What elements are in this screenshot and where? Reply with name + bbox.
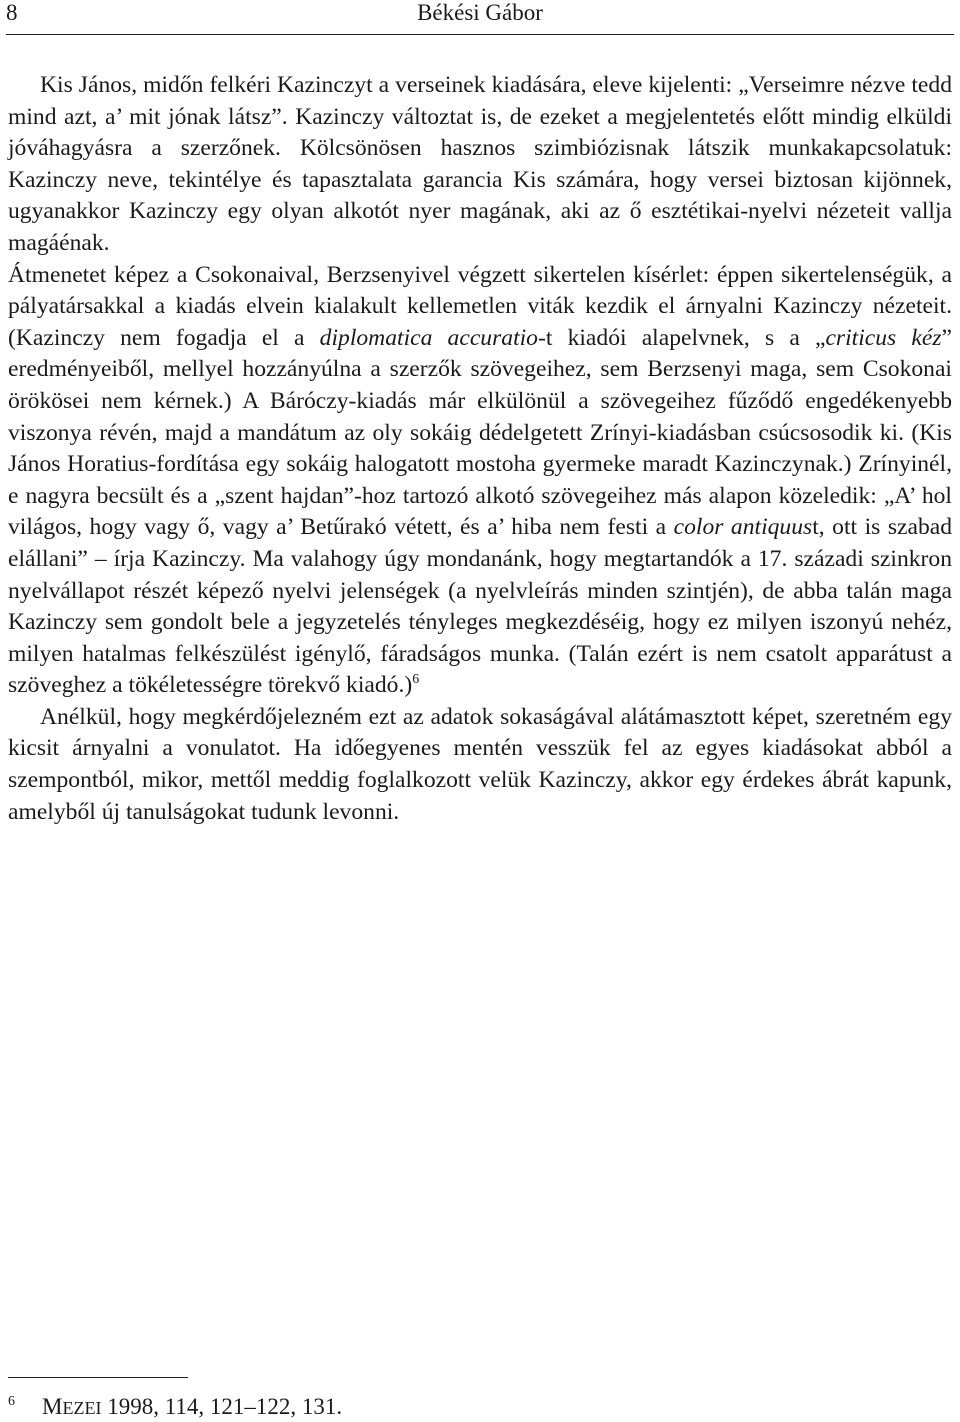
running-head-author: Békési Gábor — [417, 0, 543, 25]
italic-criticus-kez: criticus kéz — [825, 324, 942, 351]
footnote-author-rest: EZEI — [62, 1398, 102, 1418]
footnote-citation: 1998, 114, 121–122, 131. — [101, 1394, 343, 1419]
paragraph-1-text-3: -t kiadói alapelvnek, s a „ — [537, 324, 826, 351]
paragraph-2: Anélkül, hogy megkérdőjelezném ezt az adatok sokaságával alátámasztott képet, szeretném egy kicsit árnyalni a vonulatot. Ha időegyenes mentén vesszük fel az egyes kiadásokat abból a szempontból, mikor, mettől meddig foglalkozott velük Kazinczy, akkor egy érdekes ábrát kapunk, amelyből új tanulságokat tudunk levonni. — [8, 703, 952, 825]
footnote-mark: 6 — [8, 1394, 15, 1409]
paragraph-1 — [8, 70, 952, 702]
paragraph-1-text-4: ” eredményeiből, mellyel hozzányúlna a szerzők szövegeihez, sem Berzsenyi maga, sem Csokonai örökösei nem kérnek.) A Báróczy-kiadás már elkülönül a szövegeihez fűződő engedékenyebb viszonya révén, majd a mandátum az oly sokáig dédelgetett Zrínyi-kiadásban csúcsosodik ki. (Kis János Horatius-fordítása egy sokáig halogatott mostoha gyermeke maradt Kazinczynak.) Zrínyinél, e nagyra becsült és a „szent hajdan”-hoz tartozó alkotó szövegeihez más alapon közeledik: „A’ hol világos, hogy vagy ő, vagy a’ Betűrakó vétett, és a’ hiba nem festi a — [8, 324, 953, 541]
footnote-divider — [8, 1377, 188, 1378]
footnote-author-initial: M — [42, 1394, 63, 1419]
paragraph-1-text-5: t, ott is szabad elállani” – írja Kazinczy. Ma valahogy úgy mondanánk, hogy megtartandók a 17. századi szinkron nyelvállapot részét képező nyelvi jelenségek (a nyelvleírás minden szintjén), de abba talán maga Kazinczy sem gondolt bele a jegyzetelés tényleges megkezdéséig, hogy ez milyen iszonyú nehéz, milyen hatalmas felkészülést igénylő, fáradságos munka. (Talán ezért is nem csatolt apparátust a szöveghez a tökéletességre törekvő kiadó.) — [8, 514, 953, 699]
page-number: 8 — [6, 0, 18, 25]
paragraph-1-text-1: Kis János, midőn felkéri Kazinczyt a verseinek kiadására, eleve kijelenti: „Verseimre nézve tedd mind azt, a’ mit jónak látsz”. Kazinczy változtat is, de ezeket a megjelentetés előtt mindig elküldi jóváhagyásra a szerzőnek. Kölcsönösen hasznos szimbiózisnak látszik munkakapcsolatuk: Kazinczy neve, tekintélye és tapasztalata garancia Kis számára, hogy versei biztosan kijönnek, ugyanakkor Kazinczy egy olyan alkotót nyer magának, aki az ő esztétikai-nyelvi nézeteit vallja magáénak. — [8, 72, 952, 256]
running-header — [6, 0, 954, 35]
paragraph-1-text-2: Átmenetet képez a Csokonaival, Berzsenyivel végzett sikertelen kísérlet: éppen sikertelenségük, a pályatársakkal a kiadás elvein kialakult kellemetlen viták kezdik el árnyalni Kazinczy nézeteit. (Kazinczy nem fogadja el a — [8, 261, 952, 351]
footnote-6 — [8, 1388, 342, 1422]
italic-color-antiquus: color antiquus — [673, 514, 813, 541]
body-text — [8, 70, 952, 828]
footnote-reference-6[interactable]: 6 — [412, 672, 420, 688]
italic-diplomatica-accuratio: diplomatica accuratio — [319, 324, 538, 351]
